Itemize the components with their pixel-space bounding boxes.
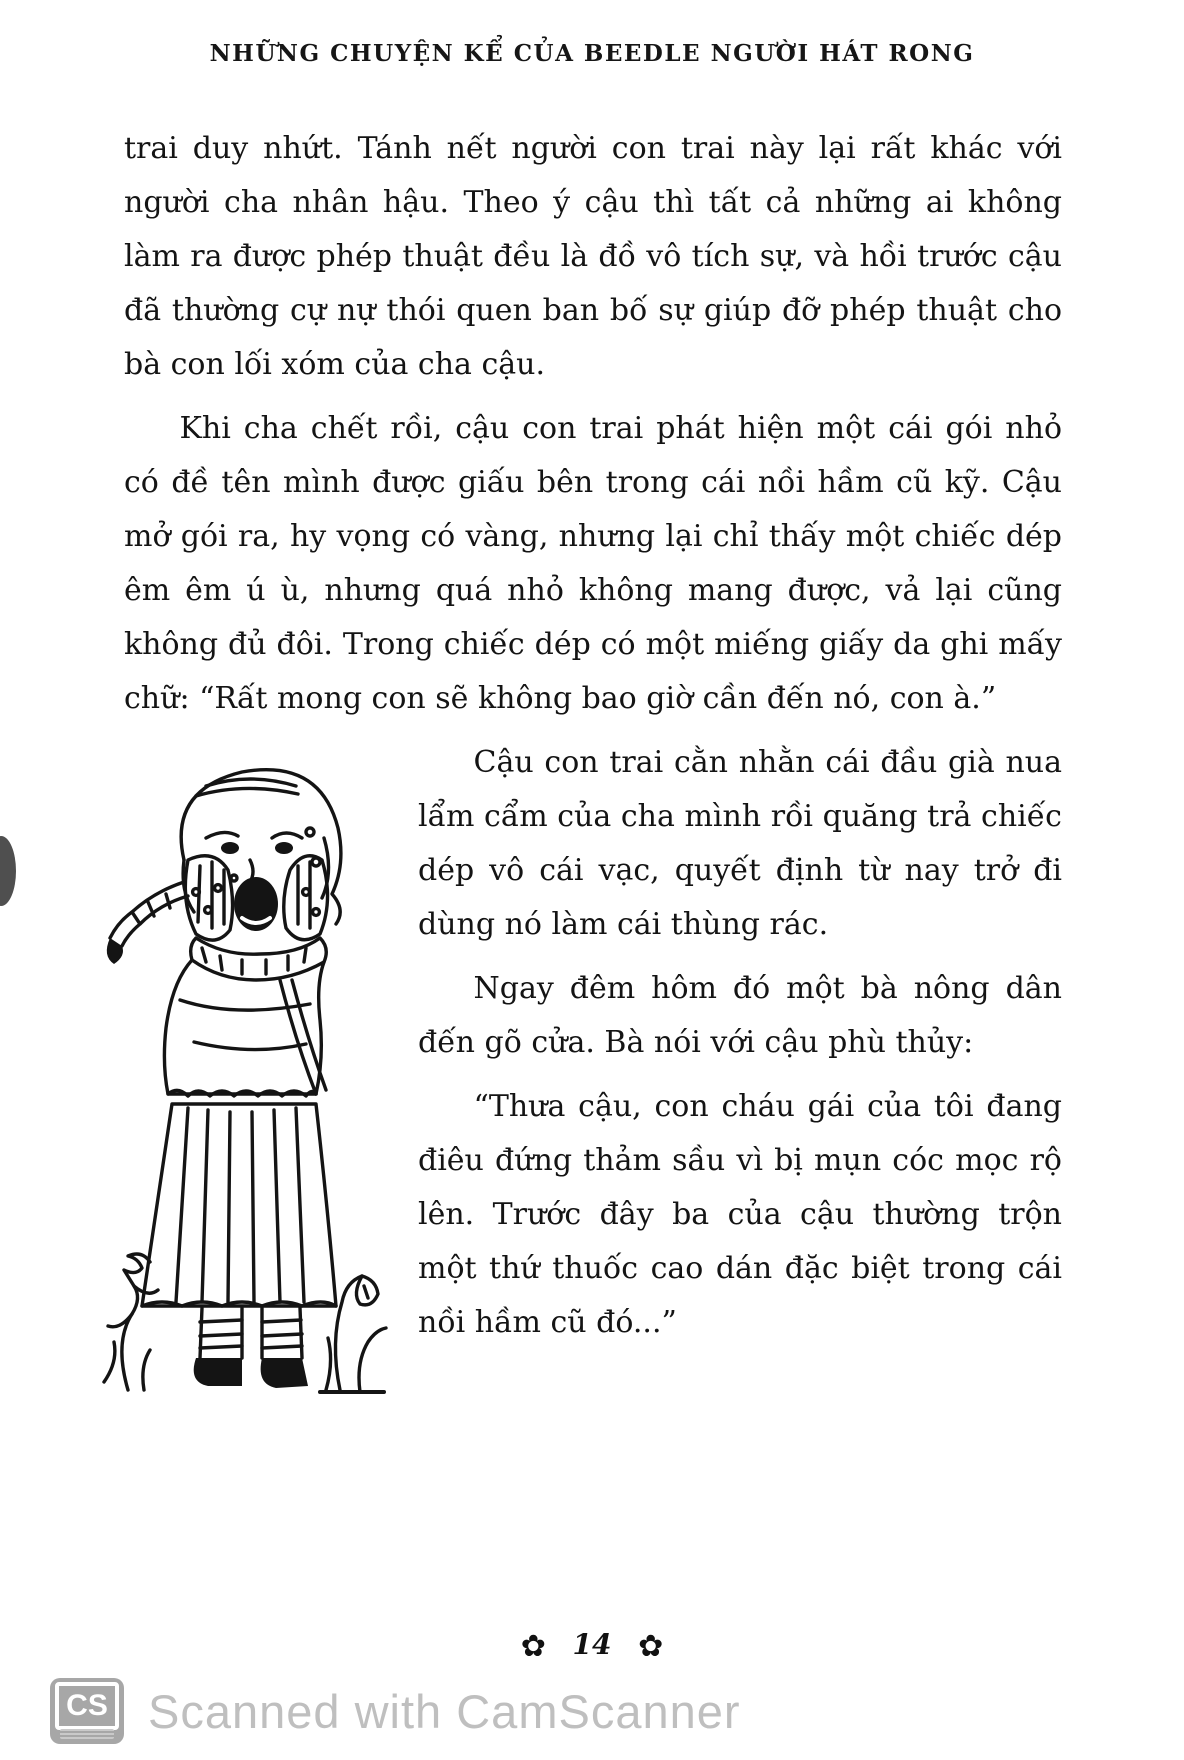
running-header: NHỮNG CHUYỆN KỂ CỦA BEEDLE NGƯỜI HÁT RONG <box>209 40 975 67</box>
girl-with-warts-illustration <box>84 742 392 1404</box>
camscanner-watermark <box>50 1678 741 1744</box>
paragraph-3: Cậu con trai cằn nhằn cái đầu già nua lẩm cẩm của cha mình rồi quăng trả chiếc dép vô cái vạc, quyết định từ nay trở đi dùng nó làm cái thùng rác. <box>418 745 1062 942</box>
page-body <box>124 122 1062 1404</box>
paragraph-2: Khi cha chết rồi, cậu con trai phát hiện một cái gói nhỏ có đề tên mình được giấu bên trong cái nồi hầm cũ kỹ. Cậu mở gói ra, hy vọng có vàng, nhưng lại chỉ thấy một chiếc dép êm êm ú ù, nhưng quá nhỏ không mang được, vả lại cũng không đủ đôi. Trong chiếc dép có một miếng giấy da ghi mấy chữ: “Rất mong con sẽ không bao giờ cần đến nó, con à.” <box>124 411 1062 716</box>
scan-artifact-blob <box>0 836 16 906</box>
page-number: 14 <box>572 1628 612 1661</box>
camscanner-icon-label: CS <box>55 1682 119 1730</box>
camscanner-icon <box>50 1678 124 1744</box>
flower-ornament-left-icon: ✿ <box>520 1629 546 1664</box>
page-footer <box>0 1628 1184 1664</box>
camscanner-icon-pages <box>60 1729 114 1739</box>
paragraph-4: Ngay đêm hôm đó một bà nông dân đến gõ cửa. Bà nói với cậu phù thủy: <box>418 971 1062 1060</box>
watermark-text: Scanned with CamScanner <box>148 1684 741 1738</box>
flower-ornament-right-icon: ✿ <box>638 1629 664 1664</box>
paragraph-5: “Thưa cậu, con cháu gái của tôi đang điêu đứng thảm sầu vì bị mụn cóc mọc rộ lên. Trước đây ba của cậu thường trộn một thứ thuốc cao dán đặc biệt trong cái nồi hầm cũ đó...” <box>418 1089 1062 1340</box>
paragraph-1: trai duy nhứt. Tánh nết người con trai này lại rất khác với người cha nhân hậu. Theo ý cậu thì tất cả những ai không làm ra được phép thuật đều là đồ vô tích sự, và hồi trước cậu đã thường cự nự thói quen ban bố sự giúp đỡ phép thuật cho bà con lối xóm của cha cậu. <box>124 131 1062 382</box>
